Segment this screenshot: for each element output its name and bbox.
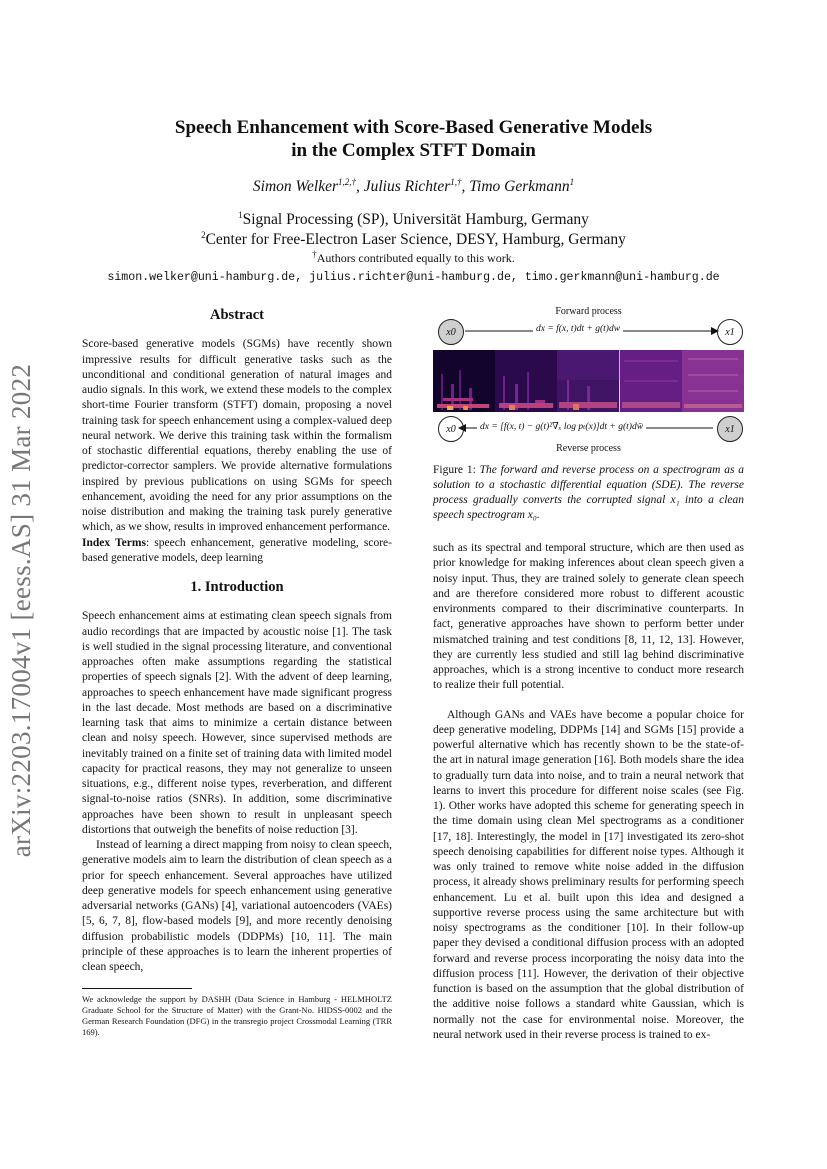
- author-3-sup: 1: [569, 176, 575, 187]
- spectrogram-step-3: [620, 350, 682, 412]
- author-1: Simon Welker: [252, 178, 338, 195]
- title-line-2: in the Complex STFT Domain: [291, 140, 536, 161]
- node-x0-bottom: x0: [438, 416, 464, 442]
- affiliation-1: [0, 210, 827, 230]
- reverse-process-label: Reverse process: [556, 443, 621, 454]
- arxiv-id-text: arXiv:2203.17004v1 [eess.AS] 31 Mar 2022: [6, 363, 37, 857]
- spectrogram-step-1: [495, 350, 557, 412]
- forward-process-label: Forward process: [555, 306, 622, 317]
- arxiv-identifier: [2, 350, 42, 870]
- intro-paragraph-1: Speech enhancement aims at estimating clean speech signals from audio recordings that are impacted by acoustic noise [1]. The task is well studied in the signal processing literature, and conventional approaches often make assumptions regarding the statistical properties of speech signals [2]. With the advent of deep learning, approaches to speech enhancement have made significant progress in the last decade. Most methods are based on a discriminative learning task that aims to minimize a certain distance between clean and noisy speech. However, since supervised methods are inevitably trained on a finite set of training data with limited model capacity for practical reasons, they may not generalize to unseen situations, e.g., different noise types, reverberation, and different signal-to-noise ratios (SNRs). In addition, some discriminative approaches have been shown to result in unpleasant speech distortions that outweigh the benefits of noise reduction [3].: [82, 610, 392, 836]
- author-2: Julius Richter: [363, 178, 451, 195]
- intro-paragraph-3: such as its spectral and temporal structure, which are then used as prior knowledge for making inferences about clean speech given a noisy input. Thus, they are trained solely to generate clean speech and are therefore considered more robust to different acoustic environments compared to their discriminative counterparts. In fact, generative approaches have shown to perform better under mismatched training and test conditions [8, 11, 12, 13]. However, they are currently less studied and still lag behind discriminative approaches, which is a strong incentive to conduct more research to realize their full potential.: [433, 542, 744, 692]
- node-x1-top: x1: [717, 319, 743, 345]
- caption-text: The forward and reverse process on a spectrogram as a solution to a stochastic differential equation (SDE). The reverse process gradually converts the corrupted signal x₁ into a clean speech spectrogram x₀.: [433, 464, 745, 521]
- paper-title: [0, 116, 827, 162]
- author-emails: simon.welker@uni-hamburg.de, julius.richter@uni-hamburg.de, timo.gerkmann@uni-hamburg.de: [107, 271, 720, 284]
- right-column: [433, 541, 744, 1043]
- introduction-heading: 1. Introduction: [190, 579, 284, 595]
- left-column: [82, 308, 392, 975]
- node-x0-top: x0: [438, 319, 464, 345]
- intro-paragraph-4: Although GANs and VAEs have become a popular choice for deep generative modeling, DDPMs [14] and SGMs [15] provide a powerful alternative which has recently shown to be the state-of-the art in natural image generation [16]. Both models share the idea to gradually turn data into noise, and to train a neural network that learns to invert this procedure for different noise scales (see Fig. 1). Other works have adopted this scheme for generating speech in the time domain using clean Mel spectrograms as a conditioner [17, 18]. Interestingly, the model in [17] investigated its zero-shot speech denoising capabilities for different noise types. Although it was only trained to remove white noise added in the diffusion process, it already shows preliminary results for performing speech enhancement. Lu et al. built upon this idea and designed a supportive reverse process using the same architecture but with noisy spectrograms as the conditioner [10]. In their follow-up paper they devised a conditional diffusion process with an adopted forward and reverse process incorporating the noisy data into the diffusion process [11]. However, the derivation of their objective function is based on the assumption that the global distribution of the additive noise follows a standard white Gaussian, which is normally not the case for environmental noise. Moreover, the neural network used in their reverse process is trained to ex-: [433, 708, 744, 1041]
- spectrogram-step-2: [557, 350, 619, 412]
- index-terms-label: Index Terms: [82, 536, 146, 549]
- reverse-sde-equation: dx = [f(x, t) − g(t)²∇ₓ log pₜ(x)]dt + g(t)dw̄: [477, 421, 646, 432]
- author-3: Timo Gerkmann: [469, 178, 570, 195]
- index-terms: [82, 536, 392, 567]
- node-x1-bottom: x1: [717, 416, 743, 442]
- affiliation-1-sup: 1: [238, 209, 243, 220]
- index-terms-text: : speech enhancement, generative modeling, score-based generative models, deep learning: [82, 536, 392, 564]
- affiliation-2-sup: 2: [201, 229, 206, 240]
- affiliations: [0, 210, 827, 250]
- forward-sde-equation: dx = f(x, t)dt + g(t)dw: [533, 324, 623, 334]
- footnote-divider: [82, 988, 192, 989]
- acknowledgment-footnote: We acknowledge the support by DASHH (Data Science in Hamburg - HELMHOLTZ Graduate School for the Structure of Matter) with the Grant-No. HIDSS-0002 and the German Research Foundation (DFG) in the transregio project Crossmodal Learning (TRR 169).: [82, 994, 392, 1037]
- affiliation-1-text: Signal Processing (SP), Universität Hamburg, Germany: [242, 211, 589, 228]
- affiliation-2-text: Center for Free-Electron Laser Science, DESY, Hamburg, Germany: [205, 231, 626, 248]
- author-list: Simon Welker$^{1,2,\dagger}$, Julius Richter$^{1,\dagger}$, Timo Gerkmann$^1$: [252, 176, 575, 195]
- contrib-text: Authors contributed equally to this work.: [316, 251, 515, 265]
- author-2-sup: 1,†: [450, 176, 462, 187]
- caption-label: Figure 1:: [433, 464, 476, 476]
- spectrogram-strip: [433, 350, 744, 412]
- equal-contribution-note: [0, 251, 827, 266]
- abstract-heading: Abstract: [210, 307, 264, 323]
- affiliation-2: [0, 230, 827, 250]
- spectrogram-noisy: [682, 350, 744, 412]
- figure-1-caption: [433, 463, 744, 523]
- spectrogram-clean: [433, 350, 495, 412]
- contrib-sup: †: [312, 249, 317, 259]
- abstract-text: Score-based generative models (SGMs) have recently shown impressive results for difficult generative tasks such as the unconditional and conditional generation of natural images and audio signals. In this work, we extend these models to the complex short-time Fourier transform (STFT) domain, proposing a novel training task for speech enhancement using a complex-valued deep neural network. We derive this training task within the formalism of stochastic differential equations, thereby enabling the use of predictor-corrector samplers. We provide alternative formulations inspired by previous publications on using SGMs for speech enhancement, avoiding the need for any prior assumptions on the noise distribution and making the training task purely generative which, as we show, results in improved enhancement performance.: [82, 338, 392, 534]
- intro-paragraph-2: Instead of learning a direct mapping from noisy to clean speech, generative models aim to learn the distribution of clean speech as a prior for speech enhancement. Several approaches have utilized deep generative models for speech enhancement using generative adversarial networks (GANs) [4], variational autoencoders (VAEs) [5, 6, 7, 8], flow-based models [9], and more recently denoising diffusion probabilistic models (DDPMs) [10, 11]. The main principle of these approaches is to learn the inherent properties of clean speech,: [82, 839, 392, 973]
- author-1-sup: 1,2,†: [337, 176, 356, 187]
- title-line-1: Speech Enhancement with Score-Based Generative Models: [174, 117, 653, 138]
